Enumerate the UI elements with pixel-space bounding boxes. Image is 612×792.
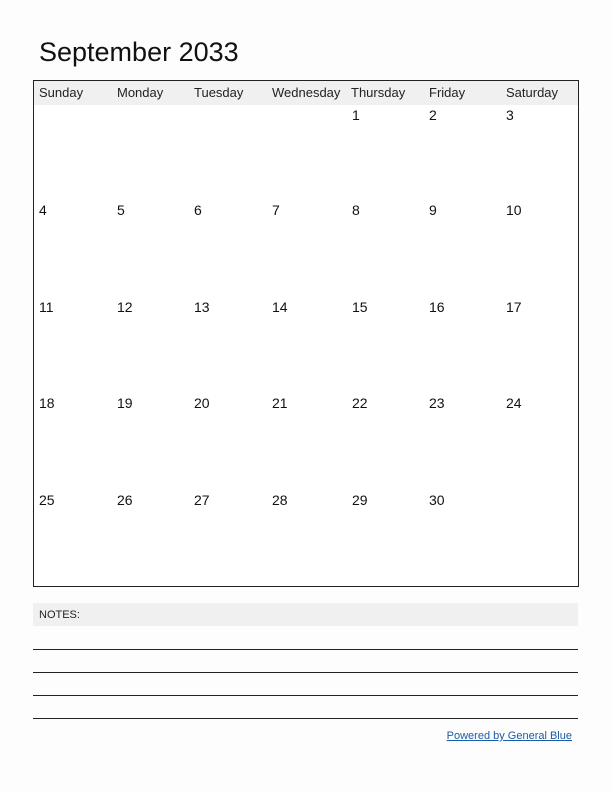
day-cell: 2 (429, 107, 437, 123)
day-cell: 11 (39, 299, 54, 315)
day-cell: 27 (194, 492, 210, 508)
day-cell: 4 (39, 202, 47, 218)
day-cell: 1 (352, 107, 360, 123)
weekday-tuesday: Tuesday (194, 85, 244, 100)
day-cell: 9 (429, 202, 437, 218)
notes-line (33, 649, 578, 650)
notes-line (33, 672, 578, 673)
day-cell: 10 (506, 202, 522, 218)
day-cell: 29 (352, 492, 368, 508)
day-cell: 13 (194, 299, 210, 315)
day-cell: 23 (429, 395, 445, 411)
day-cell: 5 (117, 202, 125, 218)
day-cell: 6 (194, 202, 202, 218)
day-cell: 12 (117, 299, 133, 315)
weekday-thursday: Thursday (351, 85, 406, 100)
day-cell: 18 (39, 395, 55, 411)
day-cell: 14 (272, 299, 288, 315)
weekday-monday: Monday (117, 85, 164, 100)
day-cell: 7 (272, 202, 280, 218)
powered-by-link[interactable]: Powered by General Blue (446, 730, 572, 742)
day-cell: 15 (352, 299, 368, 315)
notes-label: NOTES: (39, 609, 80, 621)
calendar-title: September 2033 (39, 37, 239, 67)
notes-header (33, 603, 578, 626)
day-cell: 20 (194, 395, 210, 411)
day-cell: 17 (506, 299, 522, 315)
weekday-friday: Friday (429, 85, 466, 100)
day-cell: 19 (117, 395, 133, 411)
notes-line (33, 718, 578, 719)
weekday-saturday: Saturday (506, 85, 559, 100)
day-cell: 3 (506, 107, 514, 123)
weekday-wednesday: Wednesday (272, 85, 341, 100)
weekday-sunday: Sunday (39, 85, 84, 100)
day-cell: 25 (39, 492, 55, 508)
weekday-header-row (34, 81, 578, 105)
day-cell: 28 (272, 492, 288, 508)
day-cell: 24 (506, 395, 522, 411)
day-cell: 21 (272, 395, 288, 411)
day-cell: 8 (352, 202, 360, 218)
calendar-grid (33, 80, 579, 587)
day-cell: 16 (429, 299, 445, 315)
notes-line (33, 695, 578, 696)
day-cell: 26 (117, 492, 133, 508)
day-cell: 30 (429, 492, 445, 508)
day-cell: 22 (352, 395, 368, 411)
